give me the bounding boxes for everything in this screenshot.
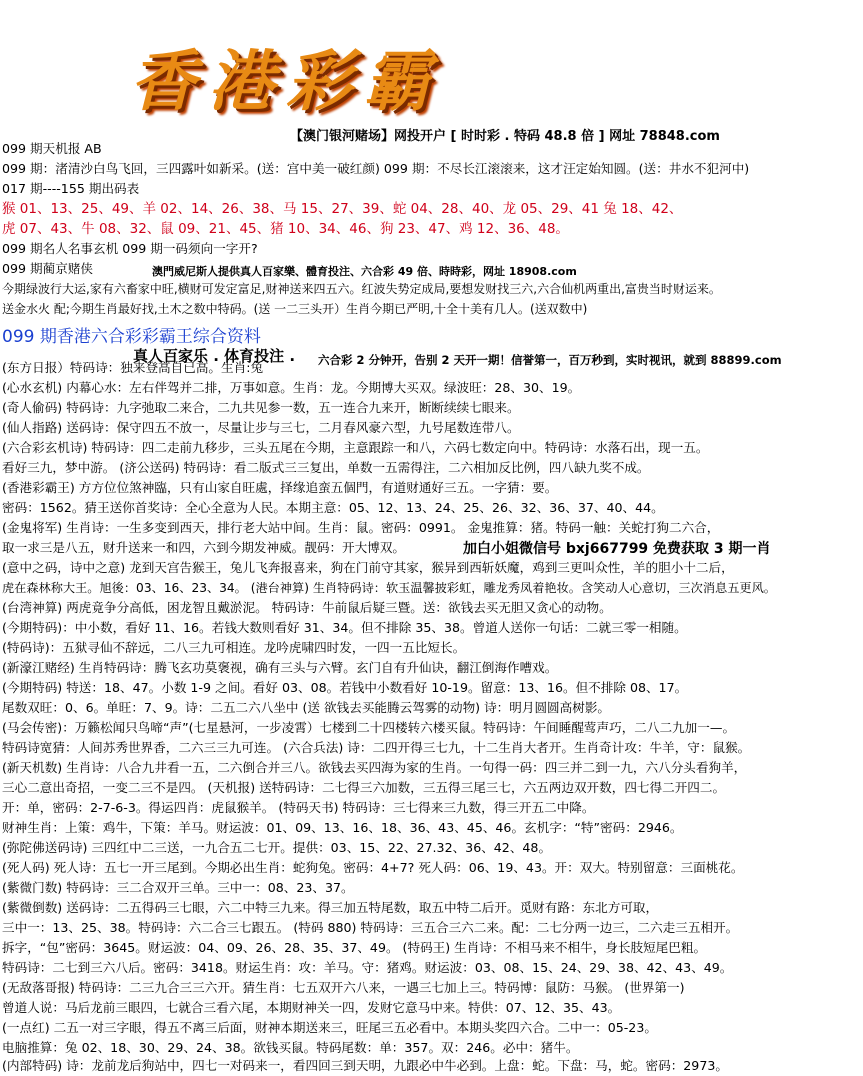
- text-line: (无敌落哥报) 特码诗：二三九合三三六开。猜生肖：七五双开六八来，一遇三七加上三。特码博：鼠防：马猴。 (世界第一): [2, 980, 685, 995]
- text-line: (紫微倒数) 送码诗：二五得码三七眼，六二中特三九来。得三加五特尾数，取五中特二后开。觅财有路：东北方可取，: [2, 900, 659, 915]
- text-line: 电脑推算：兔 02、18、30、29、24、38。欲钱买鼠。特码尾数：单：357。双：246。必中：猪牛。: [2, 1040, 579, 1055]
- text-line: (奇人偷码) 特码诗：九字弛取二来合，二九共见参一数，五一连合九来开，断断续续七眼来。: [2, 400, 520, 415]
- text-line: 特码诗：二七到三六八后。密码：3418。财运生肖：攻：羊马。守：猪鸡。财运波：03、08、15、24、29、38、42、43、49。: [2, 960, 733, 975]
- text-line: 099 期天机报 AB: [2, 141, 102, 156]
- text-line: (内部特码) 诗：龙前龙后狗站中，四七一对码来一，看四回三到天明，九跟必中牛必到。上盘：蛇。下盘：马，蛇。密码：2973。: [2, 1058, 728, 1073]
- text-line: 送金水火 配;今期生肖最好找,土木之数中特码。(送 一二三头开）生肖今期已严明,十全十美有几人。(送双数中): [2, 302, 588, 316]
- text-line: 特码诗宽猜：人间苏秀世界香，二六三三九可连。 (六合兵法) 诗：二四开得三七九，十二生肖大者开。生肖奇计攻：牛羊，守：鼠猴。: [2, 740, 751, 755]
- zodiac-table-line: 猴 01、13、25、49、羊 02、14、26、38、马 15、27、39、蛇 04、28、40、龙 05、29、41 兔 18、42、: [2, 201, 683, 217]
- site-logo: 香 港 彩 霸: [130, 42, 430, 120]
- text-line: (心水玄机) 内幕心水：左右伴驾并二排，万事如意。生肖：龙。今期博大买双。绿波旺：28、30、19。: [2, 380, 581, 395]
- zodiac-table-line: 虎 07、43、牛 08、32、鼠 09、21、45、猪 10、34、46、狗 23、47、鸡 12、36、48。: [2, 221, 569, 237]
- text-line: (香港彩霸王) 方方位位煞神臨，只有山家自旺處，择缘追蛮五個門，有道财通好三五。一字猜：要。: [2, 480, 558, 495]
- ad-six-lottery[interactable]: 六合彩 2 分钟开，告别 2 天开一期！信誉第一，百万秒到，实时视讯，就到 88899.com: [318, 353, 782, 367]
- text-line: 099 期名人名事玄机 099 期一码须向一字开?: [2, 241, 258, 256]
- text-line: (今期特码)：中小数，看好 11、16。若钱大数则看好 31、34。但不排除 35、38。曾道人送你一句话：二就三零一相随。: [2, 620, 687, 635]
- text-line: (一点红) 二五一对三字眼，得五不离三后面，财神本期送来三，旺尾三五必看中。本期头奖四六合。二中一：05-23。: [2, 1020, 657, 1035]
- ad-venetian[interactable]: 澳門威尼斯人提供真人百家樂、體育投注、六合彩 49 倍、時時彩，网址 18908.com: [152, 265, 577, 278]
- ad-wechat[interactable]: 加白小姐微信号 bxj667799 免费获取 3 期一肖: [463, 541, 771, 557]
- text-line: 今期绿波行大运,家有六畜家中旺,横财可发定富足,财神送来四五六。红波失势定成局,要想发财找三六,六合仙机两重出,富贵当时财运来。: [2, 282, 721, 296]
- text-line: (六合彩玄机诗) 特码诗：四二走前九移步，三头五尾在今期，主意跟踪一和八，六码七数定向中。特码诗：水落石出，现一五。: [2, 440, 709, 455]
- text-line: (仙人指路) 送码诗：保守四五不放一，尽量让步与三七，二月春风豪六型，九号尾数连带八。: [2, 420, 520, 435]
- text-line: (台湾神算) 两虎竟争分高低，困龙智且戴淤泥。 特码诗：牛前鼠后疑三暨。送：欲钱去买无胆又贪心的动物。: [2, 600, 612, 615]
- text-line: (新濠江赌经) 生肖特码诗：腾飞玄功莫褒视，确有三头与六臂。玄门自有升仙诀，翻江倒海作嘈戏。: [2, 660, 558, 675]
- text-line: (弥陀佛送码诗) 三四红中二三送，一九合五二七开。提供：03、15、22、27.32、36、42、48。: [2, 840, 552, 855]
- text-line: 017 期----155 期出码表: [2, 181, 140, 196]
- text-line: 看好三九，梦中游。 (济公送码) 特码诗：看二版式三三复出，单数一五需得注，二六相加反比例，四八缺九奖不成。: [2, 460, 650, 475]
- text-line: (死人码) 死人诗：五七一开三尾到。今期必出生肖：蛇狗兔。密码：4+7? 死人码：06、19、43。开：双大。特别留意：三面桃花。: [2, 860, 744, 875]
- text-line: (马会传密)：万籁松闻只鸟啼“声”(七星悬河，一步凌霄）七楼到二十四楼转六楼买鼠。特码诗：午间睡醒莺声巧，二八二九加一—。: [2, 720, 736, 735]
- text-line: 拆字，“包”密码：3645。财运波：04、09、26、28、35、37、49。 (特码王) 生肖诗：不相马来不相牛，身长肢短尾巴粗。: [2, 940, 707, 955]
- section-title: 099 期香港六合彩彩霸王综合资料: [2, 327, 261, 347]
- text-line: 财神生肖：上策：鸡牛，下策：羊马。财运波：01、09、13、16、18、36、43、45、46。玄机字：“特”密码：2946。: [2, 820, 683, 835]
- text-line: (东方日报）特码诗：独来登高自已高。生肖:兔: [2, 360, 264, 375]
- text-line: 三心二意出奇招，一变二三不是四。 (天机报) 送特码诗：二七得三六加数，三五得三尾三七，六五两边双开数，四七得二开四二。: [2, 780, 726, 795]
- text-line: 099 期：渚清沙白鸟飞回，三四露叶如新采。(送：宫中美一破红颜) 099 期：不尽长江滚滚来，这才汪定始知圆。(送：井水不犯河中): [2, 161, 750, 176]
- text-line: 虎在森林称大王。旭後：03、16、23、34。 (港台神算) 生肖特码诗：软玉温馨披彩虹，雕龙秀凤着艳妆。含笑动人心意切，三次消息五更风。: [2, 581, 776, 595]
- text-line: (金鬼将军) 生肖诗：一生多变到西天，排行老大站中间。生肖：鼠。密码：0991。 金鬼推算：猪。特码一触：关蛇打狗二六合，: [2, 520, 720, 535]
- text-line: (今期特码) 特送：18、47。小数 1-9 之间。看好 03、08。若钱中小数看好 10-19。留意：13、16。但不排除 08、17。: [2, 680, 688, 695]
- text-line: 尾数双旺：0、6。单旺：7、9。诗：二五二六八坐中 (送 欲钱去买能腾云驾雾的动物) 诗：明月圆圆高树影。: [2, 700, 611, 715]
- ad-live-casino[interactable]: 真人百家乐 . 体育投注 .: [133, 347, 296, 365]
- text-line: (特码诗)：五狱寻仙不辞远，二八三九可相连。龙吟虎啸四时发，一四一五比短长。: [2, 640, 466, 655]
- banner-casino-ad[interactable]: 【澳门银河赌场】网投开户 [ 时时彩 . 特码 48.8 倍 ] 网址 78848.com: [290, 129, 720, 144]
- text-line: (意中之码，诗中之意) 龙到天宫告猴王，兔儿飞奔报喜来，狗在门前守其家，猴异到西斩妖魔，鸡到三更叫众性，羊的胆小十二后，: [2, 560, 734, 575]
- text-line: 曾道人说：马后龙前三眼四，七就合三看六尾，本期财神关一四，发财它意马中来。特供：07、12、35、43。: [2, 1000, 621, 1015]
- text-line: (新天机数) 生肖诗：八合九井看一五，二六倒合并三八。欲钱去买四海为家的生肖。一句得一码：四三并二到一九，六八分头看狗羊，: [2, 760, 747, 775]
- text-line: 三中一：13、25、38。特码诗：六二合三七跟五。 (特码 880) 特码诗：三五合三六二来。配：二七分两一边三，二六走三五相开。: [2, 920, 739, 935]
- text-line: (紫微门数) 特码诗：三二合双开三单。三中一：08、23、37。: [2, 880, 354, 895]
- text-line: 密码：1562。猜王送你首奖诗：全心全意为人民。本期主意：05、12、13、24、25、26、32、36、37、40、44。: [2, 500, 664, 515]
- text-line: 099 期蔺京赌侠: [2, 261, 94, 276]
- text-line: 取一求三是八五，财升送来一和四，六到今期发神威。靓码：开大博双。: [2, 540, 405, 555]
- text-line: 开：单，密码：2-7-6-3。得运四肖：虎鼠猴羊。 (特码天书) 特码诗：三七得来三九数，得三开五二中降。: [2, 800, 595, 815]
